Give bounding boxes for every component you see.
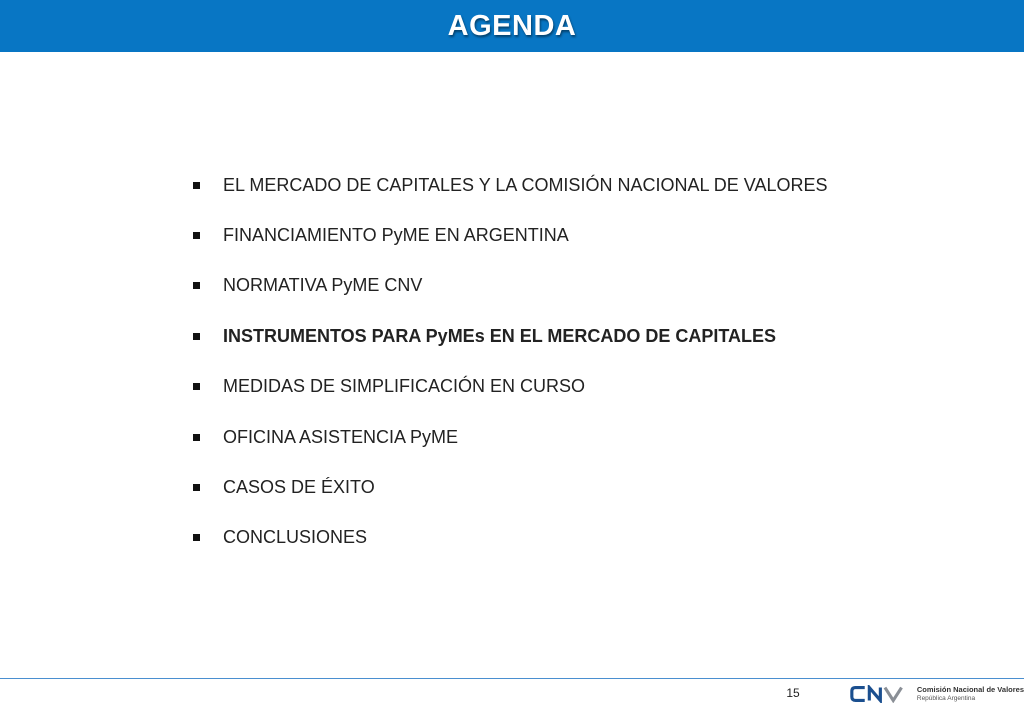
page-number: 15: [786, 686, 800, 700]
square-bullet-icon: [193, 232, 200, 239]
agenda-item-label: CONCLUSIONES: [223, 527, 368, 548]
logo-subtitle: República Argentina: [916, 695, 976, 702]
agenda-item: [190, 362, 828, 412]
agenda-item-label: CASOS DE ÉXITO: [223, 477, 375, 498]
agenda-list: [190, 160, 828, 563]
logo-name: Comisión Nacional de Valores: [916, 685, 1024, 694]
square-bullet-icon: [193, 434, 200, 441]
square-bullet-icon: [193, 282, 200, 289]
agenda-item-label: INSTRUMENTOS PARA PyMEs EN EL MERCADO DE CAPITALES: [223, 325, 777, 346]
cnv-logo: [850, 683, 1024, 705]
title-bar: [0, 0, 1024, 52]
agenda-item: [190, 261, 828, 311]
agenda-item-label: EL MERCADO DE CAPITALES Y LA COMISIÓN NACIONAL DE VALORES: [223, 174, 828, 195]
square-bullet-icon: [193, 484, 200, 491]
square-bullet-icon: [193, 534, 200, 541]
square-bullet-icon: [193, 182, 200, 189]
cnv-logo-mark-icon: [850, 685, 909, 703]
square-bullet-icon: [193, 383, 200, 390]
agenda-item-active: [190, 311, 828, 361]
agenda-item: [190, 513, 828, 563]
agenda-item: [190, 462, 828, 512]
footer-divider: [0, 678, 1024, 679]
square-bullet-icon: [193, 333, 200, 340]
agenda-item: [190, 210, 828, 260]
agenda-item: [190, 160, 828, 210]
agenda-item-label: MEDIDAS DE SIMPLIFICACIÓN EN CURSO: [223, 376, 586, 397]
slide-title: AGENDA: [447, 9, 577, 42]
agenda-item-label: NORMATIVA PyME CNV: [223, 275, 423, 296]
cnv-logo-text: [917, 685, 1024, 703]
agenda-item-label: FINANCIAMIENTO PyME EN ARGENTINA: [223, 225, 569, 246]
agenda-item: [190, 412, 828, 462]
agenda-item-label: OFICINA ASISTENCIA PyME: [223, 426, 459, 447]
